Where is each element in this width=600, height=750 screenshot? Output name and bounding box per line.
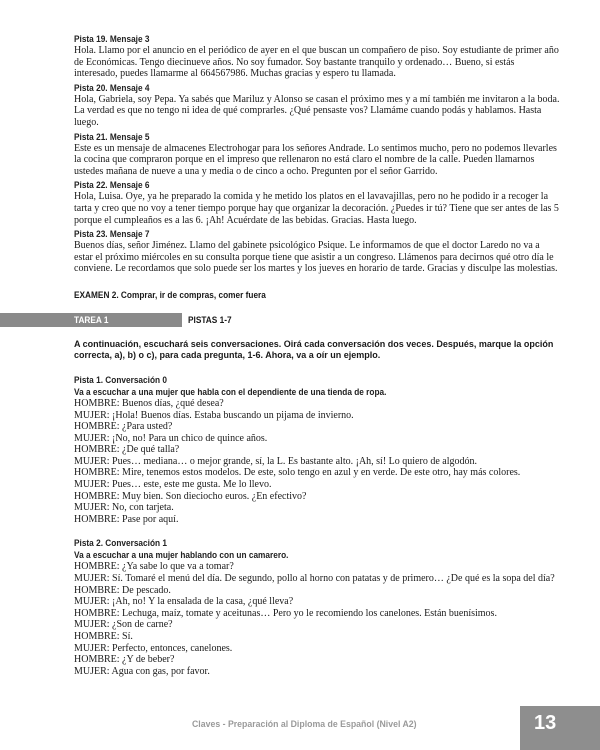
conversation-block bbox=[74, 374, 560, 526]
dialogue-line: HOMBRE: Mire, tenemos estos modelos. De este, solo tengo en azul y en verde. De este otro, hay más colores. bbox=[74, 467, 521, 479]
message-block bbox=[74, 33, 560, 80]
dialogue-line: HOMBRE: Buenos días, ¿qué desea? bbox=[74, 397, 224, 409]
exam-title: EXAMEN 2. Comprar, ir de compras, comer fuera bbox=[74, 289, 266, 300]
message-block bbox=[74, 82, 560, 129]
dialogue-line: MUJER: Pues… mediana… o mejor grande, sí, la L. Es bastante alto. ¡Ah, sí! Lo quiero de algodón. bbox=[74, 455, 477, 467]
message-header: Pista 22. Mensaje 6 bbox=[74, 180, 150, 191]
dialogue-line: MUJER: Agua con gas, por favor. bbox=[74, 665, 210, 677]
message-text: Hola. Llamo por el anuncio en el periódico de ayer en el que buscan un compañero de piso. Soy estudiante de primer año de Económicas. Tengo diecinueve años. No soy fumador. Soy bastante tranquilo y ordenado… Bueno, si estás interesado, puedes llamarme al 664567986. Muchas gracias y espero tu llamada. bbox=[74, 45, 559, 80]
message-text: Buenos días, señor Jiménez. Llamo del gabinete psicológico Psique. Le informamos de que el doctor Laredo no va a estar el próximo miércoles en su consulta porque tiene que asistir a un congreso. Llámenos para decirnos qué otro día le conviene. Le recordamos que solo puede ser los martes y los jueves en horario de tarde. Gracias y disculpe las molestias. bbox=[74, 240, 558, 275]
dialogue-line: MUJER: ¡No, no! Para un chico de quince años. bbox=[74, 432, 268, 444]
message-block bbox=[74, 131, 560, 178]
tarea-bar bbox=[74, 313, 560, 329]
dialogue-line: MUJER: Sí. Tomaré el menú del día. De segundo, pollo al horno con patatas y de primero… ¿De qué es la sopa del día? bbox=[74, 573, 555, 585]
message-block bbox=[74, 228, 560, 275]
dialogue-line: HOMBRE: ¿De qué talla? bbox=[74, 444, 180, 456]
message-header: Pista 20. Mensaje 4 bbox=[74, 82, 150, 93]
conversation-header: Pista 1. Conversación 0 bbox=[74, 374, 167, 385]
page-content bbox=[74, 33, 560, 677]
conversation-intro: Va a escuchar a una mujer hablando con un camarero. bbox=[74, 550, 289, 561]
dialogue-line: MUJER: ¡Hola! Buenos días. Estaba buscando un pijama de invierno. bbox=[74, 409, 354, 421]
tarea-label: TAREA 1 bbox=[74, 314, 109, 325]
dialogue-line: MUJER: ¿Son de carne? bbox=[74, 619, 173, 631]
instructions: A continuación, escuchará seis conversaciones. Oirá cada conversación dos veces. Después, marque la opción correcta, a), b) o c), para cada pregunta, 1-6. Ahora, va a oír un ejemplo. bbox=[74, 338, 554, 361]
dialogue-line: HOMBRE: De pescado. bbox=[74, 584, 171, 596]
conversation-block bbox=[74, 537, 560, 677]
dialogue-line: MUJER: Pues… este, este me gusta. Me lo llevo. bbox=[74, 479, 272, 491]
page-number: 13 bbox=[534, 712, 557, 734]
dialogue-line: HOMBRE: Sí. bbox=[74, 631, 133, 642]
dialogue-line: MUJER: Perfecto, entonces, canelones. bbox=[74, 642, 233, 654]
message-block bbox=[74, 179, 560, 226]
message-text: Hola, Gabriela, soy Pepa. Ya sabés que Mariluz y Alonso se casan el próximo mes y a mí también me invitaron a la boda. La verdad es que no tengo ni idea de qué comprarles. ¿Qué pensaste vos? Llamáme cuando podás y hablamos. Hasta luego. bbox=[74, 93, 560, 128]
dialogue-line: HOMBRE: Pase por aquí. bbox=[74, 513, 179, 525]
message-text: Hola, Luisa. Oye, ya he preparado la comida y he metido los platos en el lavavajillas, pero no he podido ir a recoger la tarta y creo que no voy a tener tiempo porque hay que organizar la decoración. ¿Puedes ir tú? Tiene que ser antes de las 5 porque el cumpleaños es a las 6. ¡Ah! Acuérdate de las bebidas. Gracias. Hasta luego. bbox=[74, 191, 559, 226]
dialogue-line: HOMBRE: ¿Para usted? bbox=[74, 421, 173, 433]
dialogue-line: HOMBRE: ¿Y de beber? bbox=[74, 654, 175, 666]
dialogue-line: HOMBRE: Lechuga, maíz, tomate y aceitunas… Pero yo le recomiendo los canelones. Están buenísimos. bbox=[74, 607, 497, 619]
message-text: Este es un mensaje de almacenes Electrohogar para los señores Andrade. Lo sentimos mucho, pero no podemos llevarles la cocina que compraron porque en el impreso que rellenaron no está claro el nombre de la calle. Pueden llamarnos ustedes mañana de nueve a una y media o de cinco a ocho. Pregunten por el señor Garrido. bbox=[74, 142, 557, 177]
message-header: Pista 19. Mensaje 3 bbox=[74, 34, 150, 44]
dialogue-line: HOMBRE: Muy bien. Son dieciocho euros. ¿En efectivo? bbox=[74, 490, 307, 502]
dialogue-line: MUJER: ¡Ah, no! Y la ensalada de la casa, ¿qué lleva? bbox=[74, 596, 294, 608]
dialogue-line: HOMBRE: ¿Ya sabe lo que va a tomar? bbox=[74, 561, 234, 573]
page-number-box bbox=[520, 706, 600, 750]
message-header: Pista 23. Mensaje 7 bbox=[74, 229, 150, 240]
conversation-header: Pista 2. Conversación 1 bbox=[74, 538, 167, 549]
footer-title: Claves - Preparación al Diploma de Español (Nivel A2) bbox=[192, 719, 417, 730]
pistas-range: PISTAS 1-7 bbox=[188, 314, 232, 325]
dialogue-line: MUJER: No, con tarjeta. bbox=[74, 502, 174, 514]
conversation-intro: Va a escuchar a una mujer que habla con el dependiente de una tienda de ropa. bbox=[74, 386, 387, 397]
message-header: Pista 21. Mensaje 5 bbox=[74, 131, 150, 142]
